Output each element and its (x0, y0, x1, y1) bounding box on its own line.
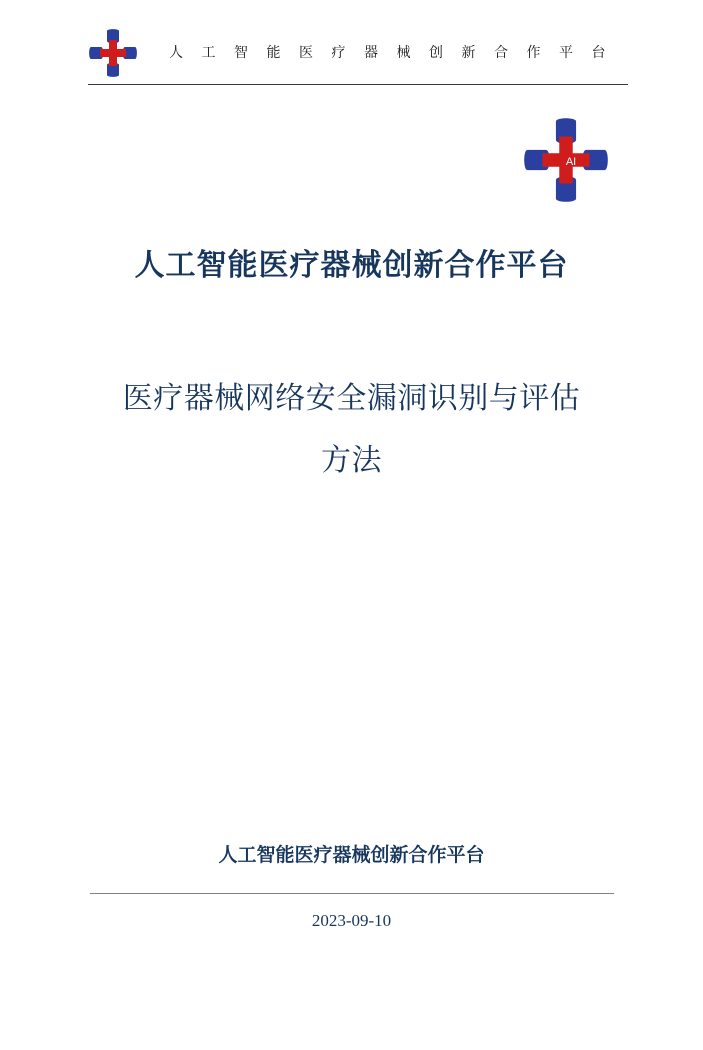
document-date: 2023-09-10 (311, 911, 392, 930)
issuer-name: 人工智能医疗器械创新合作平台 (218, 845, 485, 866)
ai-cross-logo-icon (88, 28, 138, 78)
document-title (100, 368, 603, 492)
svg-text:AI: AI (565, 156, 577, 169)
page-header (88, 28, 628, 84)
document-title-line-1: 医疗器械网络安全漏洞识别与评估 (122, 382, 581, 415)
document-title-line-2: 方法 (321, 444, 382, 477)
ai-cross-logo-large-icon (524, 118, 608, 202)
platform-title: 人工智能医疗器械创新合作平台 (134, 249, 569, 282)
header-divider (88, 84, 628, 85)
footer-divider (90, 893, 614, 894)
header-title: 人 工 智 能 医 疗 器 械 创 新 合 作 平 台 (169, 46, 613, 61)
